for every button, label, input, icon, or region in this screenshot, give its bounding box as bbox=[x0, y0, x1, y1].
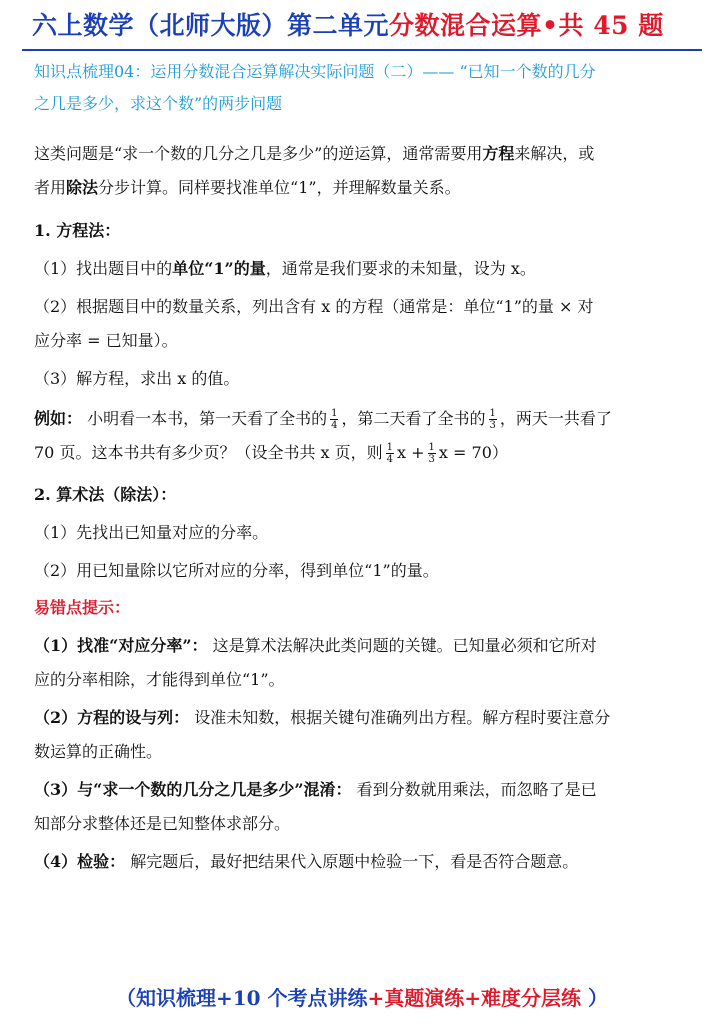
example-text-b: ，第二天看了全书的 bbox=[341, 409, 486, 428]
intro-keyword-division: 除法 bbox=[66, 178, 99, 197]
step1-text-a: （1）找出题目中的 bbox=[34, 259, 173, 278]
tip-4-label: （4）检验： bbox=[34, 852, 126, 871]
title-count-suffix: 题 bbox=[638, 11, 664, 40]
method-arithmetic-step-2: （2）用已知量除以它所对应的分率，得到单位“1”的量。 bbox=[34, 561, 439, 580]
tip-2-line-1 bbox=[34, 701, 694, 735]
fraction-numerator: 1 bbox=[428, 442, 435, 453]
method-equation-section bbox=[34, 214, 694, 396]
footer-exam-practice: 真题演练 bbox=[384, 986, 465, 1010]
method-equation-step-2-line-1: （2）根据题目中的数量关系，列出含有 x 的方程（通常是：单位“1”的量 × 对 bbox=[34, 297, 594, 316]
footer-open-paren: （ bbox=[115, 986, 136, 1010]
intro-text-c: 来解决，或 bbox=[514, 144, 595, 163]
tip-1-line-1 bbox=[34, 629, 694, 663]
tip-3-text: 看到分数就用乘法，而忽略了是已 bbox=[351, 780, 597, 799]
footer-banner bbox=[0, 980, 724, 1016]
tip-1 bbox=[34, 629, 694, 697]
tip-2-text: 设准未知数，根据关键句准确列出方程。解方程时要注意分 bbox=[189, 708, 611, 727]
tip-3-label: （3）与“求一个数的几分之几是多少”混淆： bbox=[34, 780, 352, 799]
subtitle-line-1: 知识点梳理04：运用分数混合运算解决实际问题（二）—— “已知一个数的几分 bbox=[34, 62, 596, 81]
intro-line-1 bbox=[34, 137, 694, 171]
tip-4-text: 解完题后，最好把结果代入原题中检验一下，看是否符合题意。 bbox=[125, 852, 579, 871]
method-equation-step-3: （3）解方程，求出 x 的值。 bbox=[34, 369, 240, 388]
equation-end: x = 70） bbox=[438, 443, 508, 462]
step1-text-c: ，通常是我们要求的未知量，设为 x。 bbox=[265, 259, 536, 278]
intro-keyword-equation: 方程 bbox=[482, 144, 515, 163]
method-arithmetic-step-1: （1）先找出已知量对应的分率。 bbox=[34, 523, 269, 542]
example-text-d: 70 页。这本书共有多少页？（设全书共 x 页，则 bbox=[34, 443, 383, 462]
example-label: 例如： bbox=[34, 409, 83, 428]
fraction-numerator: 1 bbox=[386, 442, 394, 453]
tips-title: 易错点提示： bbox=[34, 598, 131, 617]
fraction-denominator: 3 bbox=[428, 454, 435, 465]
footer-plus: + bbox=[367, 986, 385, 1010]
footer-close-paren: ） bbox=[581, 986, 609, 1010]
tip-3-line-2: 知部分求整体还是已知整体求部分。 bbox=[34, 814, 291, 833]
tip-2-label: （2）方程的设与列： bbox=[34, 708, 190, 727]
tip-1-line-2: 应的分率相除，才能得到单位“1”。 bbox=[34, 670, 285, 689]
example-line-1 bbox=[34, 402, 694, 436]
method-equation-title: 1. 方程法： bbox=[34, 221, 121, 240]
fraction-denominator: 4 bbox=[331, 420, 338, 431]
method-arithmetic-section bbox=[34, 478, 694, 588]
example-line-2 bbox=[34, 436, 694, 470]
title-total-prefix: •共 bbox=[542, 11, 585, 40]
example-text-c: ，两天一共看了 bbox=[499, 409, 612, 428]
tip-4-line-1 bbox=[34, 845, 694, 879]
tip-3-line-1 bbox=[34, 773, 694, 807]
tip-1-text: 这是算术法解决此类问题的关键。已知量必须和它所对 bbox=[207, 636, 597, 655]
fraction-numerator: 1 bbox=[331, 408, 338, 419]
intro-line-2 bbox=[34, 171, 694, 205]
title-topic: 分数混合运算 bbox=[389, 11, 543, 40]
tip-2-line-2: 数运算的正确性。 bbox=[34, 742, 163, 761]
tips-section bbox=[34, 591, 694, 879]
title-count: 45 bbox=[584, 11, 639, 40]
tip-2 bbox=[34, 701, 694, 769]
title-unit: 六上数学（北师大版）第二单元 bbox=[32, 11, 390, 40]
fraction-one-third bbox=[489, 408, 497, 431]
method-equation-step-2-line-2: 应分率 = 已知量）。 bbox=[34, 331, 178, 350]
section-subtitle bbox=[34, 56, 694, 120]
tip-1-label: （1）找准“对应分率”： bbox=[34, 636, 208, 655]
fraction-numerator: 1 bbox=[489, 408, 496, 419]
method-equation-step-1 bbox=[34, 252, 694, 286]
step1-keyword: 单位“1”的量 bbox=[172, 259, 266, 278]
intro-text-d: 者用 bbox=[34, 178, 67, 197]
equation-fraction-one-quarter bbox=[386, 442, 394, 465]
intro-text-a: 这类问题是“求一个数的几分之几是多少”的逆运算，通常需要用 bbox=[34, 144, 483, 163]
intro-paragraph bbox=[34, 137, 694, 205]
equation-fraction-one-third bbox=[428, 442, 436, 465]
fraction-denominator: 4 bbox=[386, 454, 394, 465]
title-divider bbox=[22, 49, 702, 51]
method-arithmetic-title: 2. 算术法（除法）： bbox=[34, 485, 177, 504]
equation-middle: x + bbox=[397, 443, 425, 462]
page-title bbox=[32, 6, 696, 46]
intro-text-f: 分步计算。同样要找准单位“1”，并理解数量关系。 bbox=[98, 178, 461, 197]
example-block bbox=[34, 402, 694, 470]
tip-3 bbox=[34, 773, 694, 841]
fraction-one-quarter bbox=[330, 408, 338, 431]
example-text-a: 小明看一本书，第一天看了全书的 bbox=[82, 409, 328, 428]
fraction-denominator: 3 bbox=[489, 420, 496, 431]
subtitle-line-2: 之几是多少，求这个数”的两步问题 bbox=[34, 94, 283, 113]
tip-4 bbox=[34, 845, 694, 879]
footer-leveled-practice: +难度分层练 bbox=[464, 986, 582, 1010]
footer-knowledge: 知识梳理+10 个考点讲练 bbox=[135, 986, 368, 1010]
